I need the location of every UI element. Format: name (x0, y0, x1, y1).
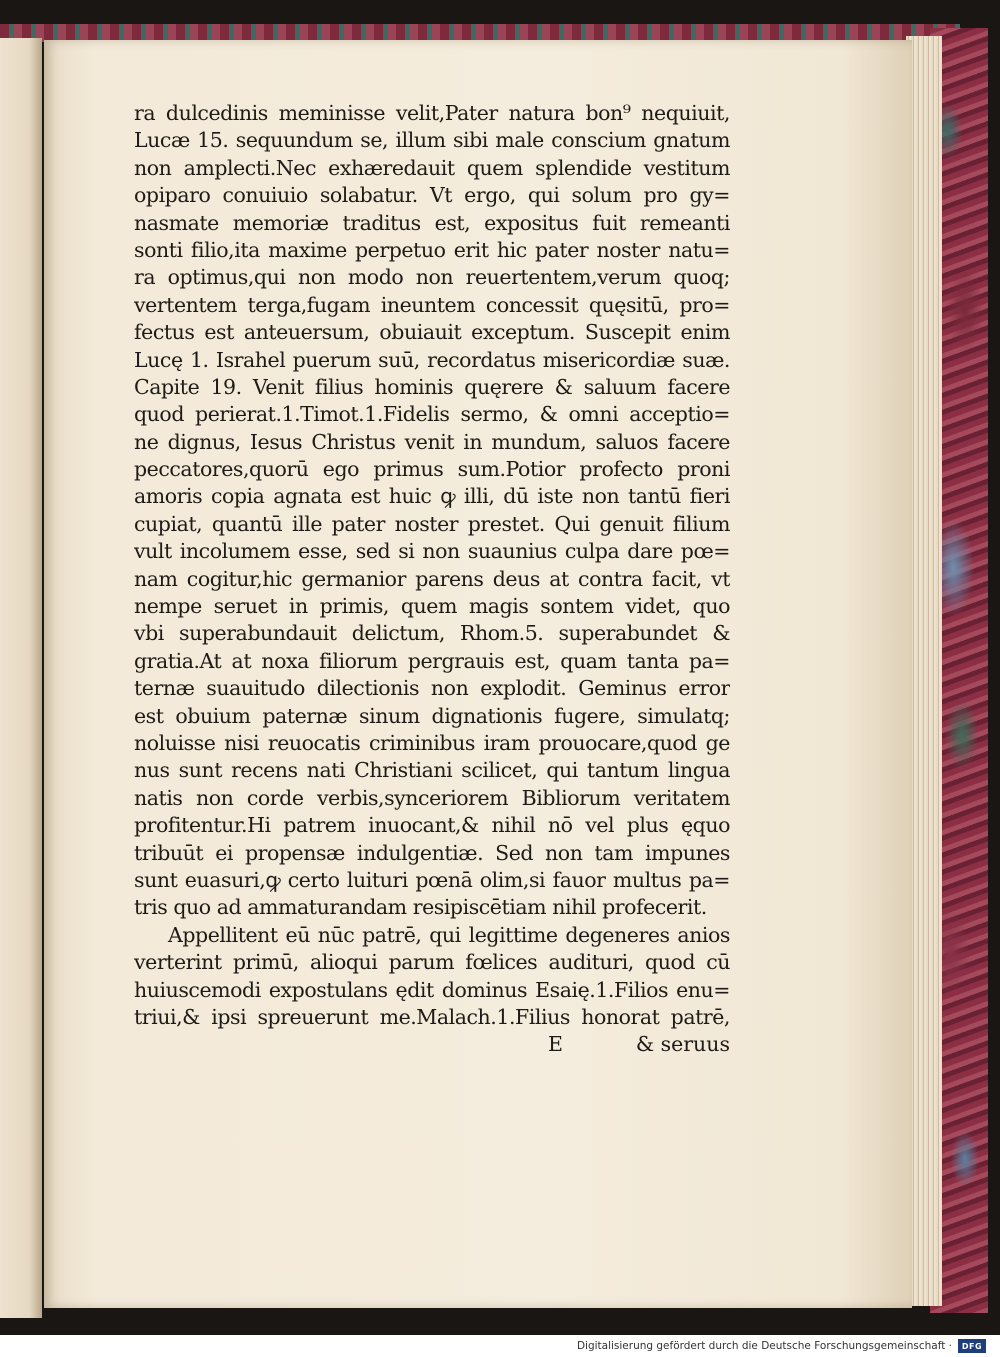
text-line: sunt euasuri,ꝙ certo luituri pœnā olim,si fauor multus pa= (134, 867, 730, 892)
text-line: nasmate memoriæ traditus est, expositus fuit remeanti (134, 210, 730, 235)
text-line: quod perierat.1.Timot.1.Fidelis sermo, & omni acceptio= (134, 402, 730, 427)
page-text (134, 100, 730, 1059)
text-line: Lucæ 15. sequundum se, illum sibi male conscium gnatum (134, 128, 730, 153)
text-line: ra dulcedinis meminisse velit,Pater natura bon⁹ nequiuit, (134, 101, 730, 125)
text-line: vertentem terga,fugam ineuntem concessit quęsitū, pro= (134, 292, 730, 317)
text-line: cupiat, quantū ille pater noster prestet. Qui genuit filium (134, 511, 730, 536)
text-line: verterint primū, alioqui parum fœlices audituri, quod cū (134, 950, 730, 975)
text-line: Capite 19. Venit filius hominis quęrere & saluum facere (134, 374, 730, 399)
text-line: vult incolumem esse, sed si non suaunius culpa dare pœ= (134, 539, 730, 564)
text-line: triui,& ipsi spreuerunt me.Malach.1.Filius honorat patrē, (134, 1004, 730, 1029)
text-line: Appellitent eū nūc patrē, qui legittime degeneres anios (168, 922, 730, 947)
funding-credit: Digitalisierung gefördert durch die Deutsche Forschungsgemeinschaft · (576, 1340, 952, 1352)
text-line: non amplecti.Nec exhæredauit quem splendide vestitum (134, 155, 730, 180)
text-line: nempe seruet in primis, quem magis sontem videt, quo (134, 594, 730, 619)
footer-bar (0, 1335, 1000, 1357)
text-line: gratia.At at noxa filiorum pergrauis est, quam tanta pa= (134, 648, 730, 673)
text-line: nam cogitur,hic germanior parens deus at contra facit, vt (134, 566, 730, 591)
text-line: nus sunt recens nati Christiani scilicet, qui tantum lingua (134, 758, 730, 783)
text-line: opiparo conuiuio solabatur. Vt ergo, qui solum pro gy= (134, 183, 730, 208)
text-line: amoris copia agnata est huic ꝙ illi, dū iste non tantū fieri (134, 484, 730, 509)
facing-page-edge (0, 38, 42, 1318)
text-line: sonti filio,ita maxime perpetuo erit hic pater noster natu= (134, 237, 730, 262)
text-line: tris quo ad ammaturandam resipiscētiam nihil profecerit. (134, 895, 707, 920)
signature-row (134, 1031, 730, 1058)
signature-mark: E (548, 1032, 563, 1057)
text-line: huiuscemodi expostulans ędit dominus Esaię.1.Filios enu= (134, 977, 730, 1002)
text-line: ne dignus, Iesus Christus venit in mundum, saluos facere (134, 429, 730, 454)
text-line: Lucę 1. Israhel puerum suū, recordatus misericordiæ suæ. (134, 347, 730, 372)
text-line: profitentur.Hi patrem inuocant,& nihil nō vel plus ęquo (134, 813, 730, 838)
text-line: ra optimus,qui non modo non reuertentem,verum quoq; (134, 265, 730, 290)
text-line: noluisse nisi reuocatis criminibus iram prouocare,quod ge (134, 730, 730, 755)
text-line: natis non corde verbis,synceriorem Bibliorum veritatem (134, 785, 730, 810)
text-line: fectus est anteuersum, obuiauit exceptum. Suscepit enim (134, 320, 730, 345)
text-line: est obuium paternæ sinum dignationis fugere, simulatq; (134, 703, 730, 728)
catchword: & seruus (635, 1032, 730, 1057)
text-line: peccatores,quorū ego primus sum.Potior profecto proni (134, 457, 730, 482)
text-line: vbi superabundauit delictum, Rhom.5. superabundet & (134, 621, 730, 646)
text-line: tribuūt ei propensæ indulgentiæ. Sed non tam impunes (134, 840, 730, 865)
text-line: ternæ suauitudo dilectionis non explodit. Geminus error (134, 676, 730, 701)
dfg-logo: DFG (958, 1339, 986, 1353)
